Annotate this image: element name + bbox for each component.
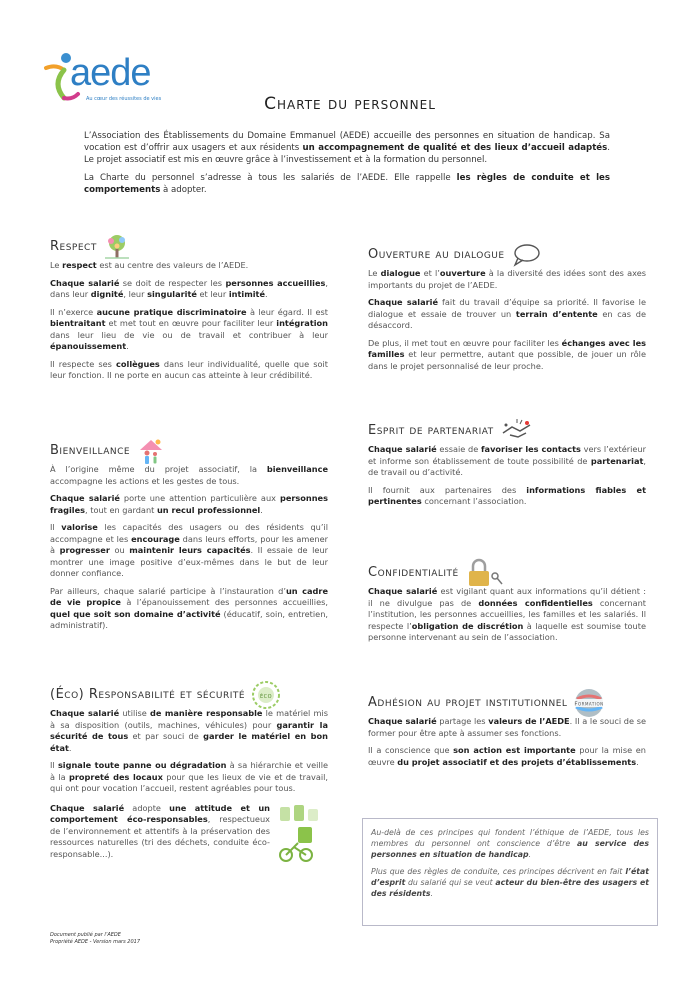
section-title: Respect [50,234,328,260]
footer-line: Propriété AEDE - Version mars 2017 [50,939,141,945]
section-title: Ouverture au dialogue [368,242,646,268]
recycling-bike-icon [274,803,328,865]
logo-tagline: Au cœur des réussites de vies [86,96,162,102]
section-title: Esprit de partenariat [368,418,646,444]
intro-paragraph: La Charte du personnel s’adresse à tous les salariés de l’AEDE. Elle rappelle les règles de conduite et les comportements à adopter. [84,173,610,195]
section-respect: Respect Le respect est au centre des valeurs de l’AEDE. Chaque salarié se doit de respecter les personnes accueillies, dans leur dignité, leur singularité et leur intimité. Il n’exerce aucune pratique discriminatoire à leur égard. Il est bientraitant et met tout en œuvre pour faciliter leur intégration dans leur lieu de vie ou de travail et contribuer à leur épanouissement. Il respecte ses collègues dans leur individualité, quelle que soit leur fonction. Il ne porte en aucun cas atteinte à leur crédibilité. [50,234,328,388]
page-title: Charte du personnel [264,94,436,114]
handshake-icon [500,417,534,445]
logo-wordmark: aede [70,52,151,94]
footer [50,932,140,946]
section-title: Confidentialité [368,560,646,586]
formation-globe-icon [573,687,605,719]
intro-paragraph: L’Association des Établissements du Domaine Emmanuel (AEDE) accueille des personnes en situation de handicap. Sa vocation est d’offrir aux usagers et aux résidents un accompagnement de qualité et des lieux d’accueil adaptés. Le projet associatif est mis en œuvre grâce à l’investissement et à la formation du personnel. [84,131,610,165]
section-title: (Éco) Responsabilité et sécurité éco [50,682,328,708]
section-partenariat: Esprit de partenariat Chaque salarié essaie de favoriser les contacts vers l’extérieur et informe son établissement de toute possibilité de partenariat, de travail ou d’activité. Il fournit aux partenaires des informations fiables et pertinentes concernant l’association. [368,418,646,514]
tree-icon [103,234,131,260]
section-adhesion: Adhésion au projet institutionnel Formation Chaque salarié partage les valeurs de l’AEDE. Il a le souci de se former pour être apte à assumer ses fonctions. Il a conscience que son action est importante pour la mise en œuvre du projet associatif et des projets d’établissements. [368,690,646,774]
footer-line: Document publié par l’AEDE [50,932,121,938]
section-title: Adhésion au projet institutionnel Formation [368,690,646,716]
speech-bubble-icon [511,243,541,267]
padlock-icon [465,558,505,588]
ethics-callout-box: Au-delà de ces principes qui fondent l’éthique de l’AEDE, tous les membres du personnel ont conscience d’être au service des personnes en situation de handicap. Plus que des règles de conduite, ces principes décrivent en fait l’état d’esprit du salarié qui se veut acteur du bien-être des usagers et des résidents. [362,818,658,926]
family-house-icon [136,436,166,466]
section-dialogue: Ouverture au dialogue Le dialogue et l’ouverture à la diversité des idées sont des axes importants du projet de l’AEDE. Chaque salarié fait du travail d’équipe sa priorité. Il favorise le dialogue et essaie de trouver un terrain d’entente en cas de désaccord. De plus, il met tout en œuvre pour faciliter les échanges avec les familles et leur permettre, autant que possible, de jouer un rôle dans le projet personnalisé de leur proche. [368,242,646,378]
section-title: Bienveillance [50,438,328,464]
svg-text:Formation: Formation [574,701,605,708]
section-eco-responsabilite: (Éco) Responsabilité et sécurité éco Chaque salarié utilise de manière responsable le matériel mis à sa disposition (outils, machines, véhicules) pour garantir la sécurité de tous et par souci de garder le matériel en bon état. Il signale toute panne ou dégradation à sa hiérarchie et veille à la propreté des locaux pour que les lieux de vie et de travail, qui ont pour vocation l’accueil, restent agréables pour tous. Chaque salarié adopte une attitude et un comportement éco-responsables, respectueux de l’environnement et attentifs à la préservation des ressources naturelles (tri des déchets, conduite éco-responsable...). [50,682,328,865]
intro [84,130,610,202]
section-confidentialite: Confidentialité Chaque salarié est vigilant quant aux informations qu’il détient : il ne divulgue pas de données confidentielles concernant l’institution, les personnes accueillies, les familles et les salariés. Il respecte l’obligation de discrétion à laquelle est soumise toute personne intervenant au sein de l’association. [368,560,646,650]
svg-text:éco: éco [260,692,273,700]
eco-badge-icon [251,680,281,710]
section-bienveillance: Bienveillance À l’origine même du projet associatif, la bienveillance accompagne les actions et les gestes de tous. Chaque salarié porte une attention particulière aux personnes fragiles, tout en gardant un recul professionnel. Il valorise les capacités des usagers ou des résidents qu’il accompagne et les encourage dans leurs efforts, pour les amener à progresser ou maintenir leurs capacités. Il essaie de leur montrer une image positive d’eux-mêmes dans le but de leur donner confiance. Par ailleurs, chaque salarié participe à l’instauration d’un cadre de vie propice à l’épanouissement des personnes accueillies, quel que soit son domaine d’activité (éducatif, soin, entretien, administratif). [50,438,328,638]
